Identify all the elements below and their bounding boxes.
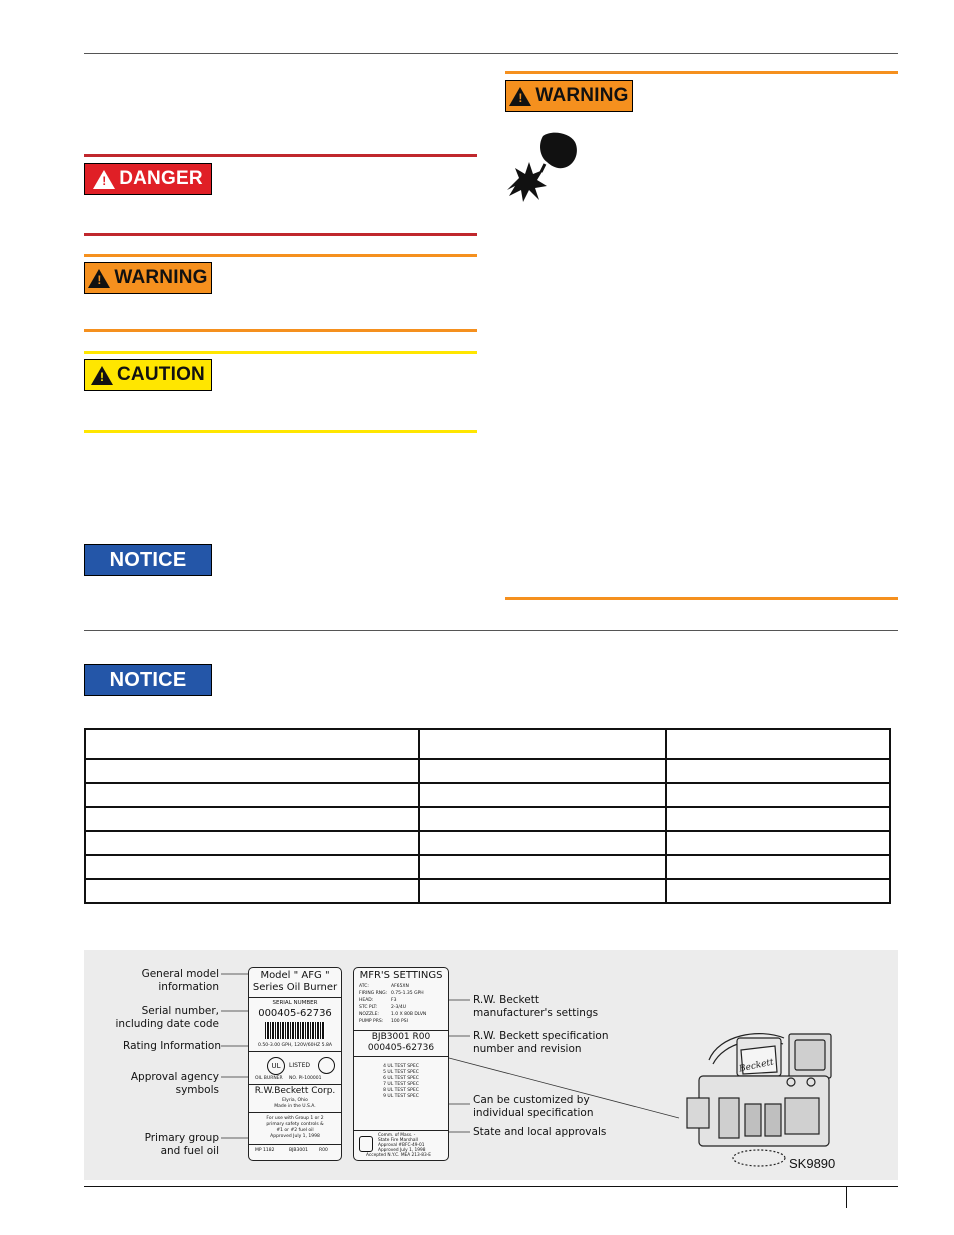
warning-bottom-bar bbox=[84, 329, 477, 332]
spec-serial: 000405-62736 bbox=[367, 1043, 435, 1053]
rev-text: R00 bbox=[319, 1148, 328, 1153]
city-text: Elyria, Ohio bbox=[282, 1098, 308, 1103]
explosion-hazard-icon bbox=[505, 128, 581, 203]
settings-key: NOZZLE: bbox=[359, 1012, 379, 1017]
settings-value: 1.0 X 80B DLVN bbox=[391, 1012, 427, 1017]
warning-badge-left bbox=[84, 262, 212, 294]
table-cell bbox=[419, 879, 667, 903]
table-cell bbox=[666, 783, 890, 807]
hazard-triangle-icon: ! bbox=[91, 366, 113, 385]
model-line2: Series Oil Burner bbox=[252, 982, 338, 993]
made-in-text: Made in the U.S.A. bbox=[274, 1104, 316, 1109]
table-row bbox=[85, 729, 890, 759]
table-cell bbox=[666, 855, 890, 879]
number-text: NO. PI-100001 bbox=[289, 1076, 322, 1081]
table-row bbox=[85, 855, 890, 879]
state-seal-icon bbox=[359, 1136, 373, 1152]
table-cell bbox=[419, 831, 667, 855]
csa-logo-icon bbox=[318, 1057, 335, 1074]
brand-logo: Beckett bbox=[738, 1057, 775, 1075]
settings-row bbox=[359, 1019, 445, 1024]
table-cell bbox=[85, 807, 419, 831]
table-row bbox=[85, 879, 890, 903]
barcode bbox=[265, 1022, 325, 1039]
callout-spec-number: R.W. Beckett specification number and revision bbox=[473, 1030, 609, 1055]
caution-bottom-bar bbox=[84, 430, 477, 433]
settings-row bbox=[359, 1005, 445, 1010]
table-cell bbox=[666, 759, 890, 783]
table-cell bbox=[85, 855, 419, 879]
settings-value: 0.75-1.35 GPH bbox=[391, 991, 424, 996]
callout-mfr-settings: R.W. Beckett manufacturer's settings bbox=[473, 994, 599, 1019]
model-line1: Model " AFG " bbox=[260, 970, 330, 981]
serial-value: 000405-62736 bbox=[258, 1008, 332, 1019]
use-line4: Approved July 1, 1998 bbox=[270, 1134, 320, 1139]
bjb-text: BJB3001 bbox=[289, 1148, 308, 1153]
serial-label: SERIAL NUMBER bbox=[272, 1000, 318, 1006]
table-row bbox=[85, 783, 890, 807]
test-spec-row: 6 UL TEST SPEC bbox=[383, 1076, 419, 1081]
callout-customized: Can be customized by individual specification bbox=[473, 1094, 594, 1119]
state-line5: Accepted N.Y.C. MEA 213-83-E bbox=[366, 1153, 432, 1158]
caution-top-bar bbox=[84, 351, 477, 354]
use-line2: primary safety controls & bbox=[266, 1122, 324, 1127]
settings-row bbox=[359, 984, 445, 989]
test-spec-row: 7 UL TEST SPEC bbox=[383, 1082, 419, 1087]
warning-label: WARNING bbox=[535, 85, 629, 106]
settings-value: 2-3/4U bbox=[391, 1005, 407, 1010]
notice-label: NOTICE bbox=[109, 548, 187, 571]
hazard-triangle-icon: ! bbox=[93, 170, 115, 189]
test-spec-row: 4 UL TEST SPEC bbox=[383, 1064, 419, 1069]
settings-key: PUMP PRS: bbox=[359, 1019, 384, 1024]
mp-text: MP 1182 bbox=[255, 1148, 275, 1153]
table-row bbox=[85, 807, 890, 831]
danger-bottom-bar bbox=[84, 233, 477, 236]
callout-state-local: State and local approvals bbox=[473, 1126, 607, 1138]
callout-general-model: General model information bbox=[141, 968, 219, 993]
table-cell bbox=[666, 807, 890, 831]
notice-badge-bottom bbox=[84, 664, 212, 696]
test-spec-row: 8 UL TEST SPEC bbox=[383, 1088, 419, 1093]
table-cell bbox=[85, 831, 419, 855]
table-row bbox=[85, 759, 890, 783]
warning-right-top-bar bbox=[505, 71, 898, 74]
settings-value: 100 PSI bbox=[391, 1019, 408, 1024]
table-cell bbox=[666, 729, 890, 759]
footer-tick bbox=[846, 1186, 847, 1208]
settings-key: STC PLT: bbox=[359, 1005, 378, 1010]
state-line1: Comm. of Mass. - bbox=[378, 1133, 416, 1138]
warning-right-bottom-bar bbox=[505, 597, 898, 600]
callout-serial-number: Serial number, including date code bbox=[115, 1005, 219, 1030]
notice-label: NOTICE bbox=[109, 668, 187, 691]
caution-label: CAUTION bbox=[117, 364, 205, 385]
table-cell bbox=[85, 879, 419, 903]
nameplate-label-card bbox=[248, 967, 342, 1161]
table-cell bbox=[85, 783, 419, 807]
state-line4: Approved July 1, 1998 bbox=[378, 1148, 426, 1153]
label-figure bbox=[84, 950, 898, 1180]
danger-label: DANGER bbox=[119, 168, 203, 189]
oil-burner-illustration bbox=[679, 1020, 839, 1170]
table-row bbox=[85, 831, 890, 855]
settings-title: MFR'S SETTINGS bbox=[359, 970, 443, 981]
table-cell bbox=[419, 759, 667, 783]
test-spec-row: 5 UL TEST SPEC bbox=[383, 1070, 419, 1075]
settings-value: F3 bbox=[391, 998, 397, 1003]
use-line1: For use with Group 1 or 2 bbox=[266, 1116, 324, 1121]
use-line3: #1 or #2 fuel oil bbox=[276, 1128, 314, 1133]
notice-badge-top bbox=[84, 544, 212, 576]
listed-text: LISTED bbox=[289, 1062, 310, 1069]
table-cell bbox=[419, 783, 667, 807]
top-rule bbox=[84, 53, 898, 54]
state-line3: Approval #BFC-49-01 bbox=[378, 1143, 425, 1148]
table-cell bbox=[419, 855, 667, 879]
settings-row bbox=[359, 991, 445, 996]
settings-row bbox=[359, 1012, 445, 1017]
spec-number: BJB3001 R00 bbox=[371, 1032, 431, 1042]
caution-badge bbox=[84, 359, 212, 391]
warning-badge-right bbox=[505, 80, 633, 112]
settings-row bbox=[359, 998, 445, 1003]
settings-key: HEAD: bbox=[359, 998, 374, 1003]
warning-top-bar bbox=[84, 254, 477, 257]
table-cell bbox=[666, 879, 890, 903]
hazard-triangle-icon: ! bbox=[509, 87, 531, 106]
specification-table bbox=[84, 728, 891, 904]
oil-burner-text: OIL BURNER bbox=[255, 1076, 283, 1081]
ul-logo-icon: UL bbox=[267, 1057, 285, 1075]
callout-primary-group: Primary group and fuel oil bbox=[144, 1132, 219, 1157]
callout-approval: Approval agency symbols bbox=[130, 1071, 219, 1096]
state-line2: State Fire Marshall bbox=[378, 1138, 418, 1143]
section-rule bbox=[84, 630, 898, 631]
settings-label-card bbox=[353, 967, 449, 1161]
figure-code: SK9890 bbox=[789, 1156, 836, 1171]
company-text: R.W.Beckett Corp. bbox=[254, 1086, 336, 1096]
settings-key: FIRING RNG: bbox=[359, 991, 388, 996]
settings-value: AF65XN bbox=[391, 984, 409, 989]
table-cell bbox=[85, 759, 419, 783]
table-cell bbox=[85, 729, 419, 759]
danger-badge bbox=[84, 163, 212, 195]
rating-text: 0.50-3.00 GPH, 120V/60HZ 5.8A bbox=[257, 1043, 333, 1048]
settings-key: ATC: bbox=[359, 984, 369, 989]
table-cell bbox=[419, 807, 667, 831]
danger-top-bar bbox=[84, 154, 477, 157]
table-cell bbox=[419, 729, 667, 759]
footer-rule bbox=[84, 1186, 898, 1187]
table-cell bbox=[666, 831, 890, 855]
test-spec-row: 9 UL TEST SPEC bbox=[383, 1094, 419, 1099]
callout-rating: Rating Information bbox=[123, 1040, 221, 1052]
warning-label: WARNING bbox=[114, 267, 208, 288]
hazard-triangle-icon: ! bbox=[88, 269, 110, 288]
